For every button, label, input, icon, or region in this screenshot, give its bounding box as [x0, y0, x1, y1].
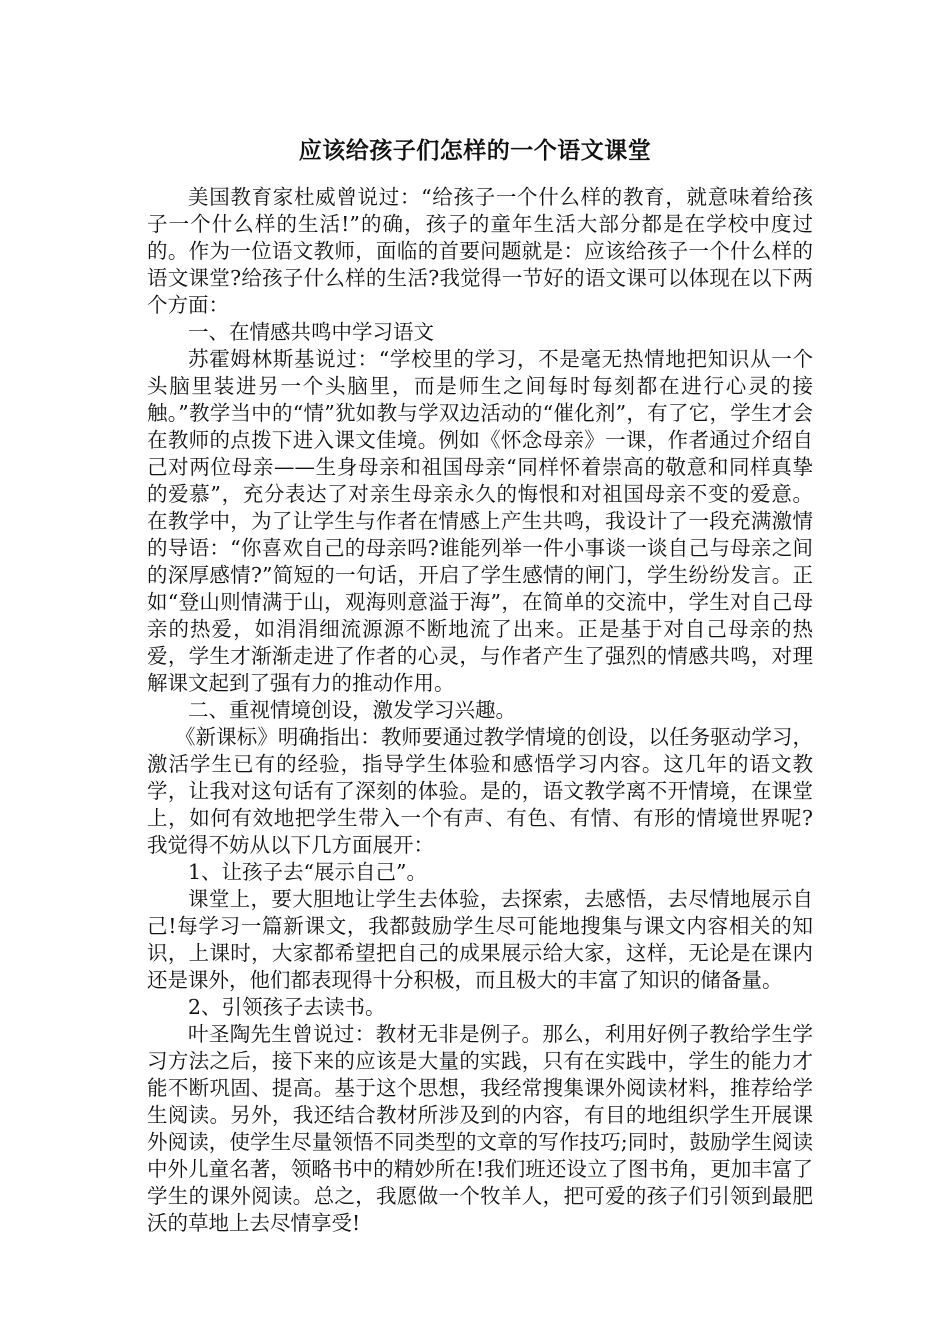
- paragraph-curriculum: 《新课标》明确指出：教师要通过教学情境的创设，以任务驱动学习，激活学生已有的经验，指导学生体验和感悟学习内容。这几年的语文教学，让我对这句话有了深刻的体验。是的，语文教学离不开情境，在课堂上，如何有效地把学生带入一个有声、有色、有情、有形的情境世界呢?我觉得不妨从以下几方面展开：: [147, 725, 813, 857]
- section-heading-1: 一、在情感共鸣中学习语文: [188, 320, 434, 344]
- paragraph-intro: 美国教育家杜威曾说过：“给孩子一个什么样的教育，就意味着给孩子一个什么样的生活!”的确，孩子的童年生活大部分都是在学校中度过的。作为一位语文教师，面临的首要问题就是：应该给孩子一个什么样的语文课堂?给孩子什么样的生活?我觉得一节好的语文课可以体现在以下两个方面：: [147, 185, 813, 317]
- document-title: 应该给孩子们怎样的一个语文课堂: [298, 137, 652, 164]
- subsection-heading-2: 2、引领孩子去读书。: [188, 995, 386, 1019]
- subsection-heading-1: 1、让孩子去“展示自己”。: [188, 860, 428, 884]
- paragraph-reading: 叶圣陶先生曾说过：教材无非是例子。那么，利用好例子教给学生学习方法之后，接下来的应该是大量的实践，只有在实践中，学生的能力才能不断巩固、提高。基于这个思想，我经常搜集课外阅读材料，推荐给学生阅读。另外，我还结合教材所涉及到的内容，有目的地组织学生开展课外阅读，使学生尽量领悟不同类型的文章的写作技巧;同时，鼓励学生阅读中外儿童名著，领略书中的精妙所在!我们班还设立了图书角，更加丰富了学生的课外阅读。总之，我愿做一个牧羊人，把可爱的孩子们引领到最肥沃的草地上去尽情享受!: [147, 1022, 813, 1235]
- section-heading-2: 二、重视情境创设，激发学习兴趣。: [188, 698, 516, 722]
- paragraph-emotion: 苏霍姆林斯基说过：“学校里的学习，不是毫无热情地把知识从一个头脑里装进另一个头脑里，而是师生之间每时每刻都在进行心灵的接触。”教学当中的“情”犹如教与学双边活动的“催化剂”，有了它，学生才会在教师的点拨下进入课文佳境。例如《怀念母亲》一课，作者通过介绍自己对两位母亲——生身母亲和祖国母亲“同样怀着崇高的敬意和同样真挚的爱慕”，充分表达了对亲生母亲永久的悔恨和对祖国母亲不变的爱意。在教学中，为了让学生与作者在情感上产生共鸣，我设计了一段充满激情的导语：“你喜欢自己的母亲吗?谁能列举一件小事谈一谈自己与母亲之间的深厚感情?”简短的一句话，开启了学生感情的闸门，学生纷纷发言。正如“登山则情满于山，观海则意溢于海”，在简单的交流中，学生对自己母亲的热爱，如涓涓细流源源不断地流了出来。正是基于对自己母亲的热爱，学生才渐渐走进了作者的心灵，与作者产生了强烈的情感共鸣，对理解课文起到了强有力的推动作用。: [147, 347, 813, 695]
- paragraph-showcase: 课堂上，要大胆地让学生去体验，去探索，去感悟，去尽情地展示自己!每学习一篇新课文，我都鼓励学生尽可能地搜集与课文内容相关的知识，上课时，大家都希望把自己的成果展示给大家，这样，无论是在课内还是课外，他们都表现得十分积极，而且极大的丰富了知识的储备量。: [147, 887, 813, 992]
- document-body: [147, 184, 813, 1237]
